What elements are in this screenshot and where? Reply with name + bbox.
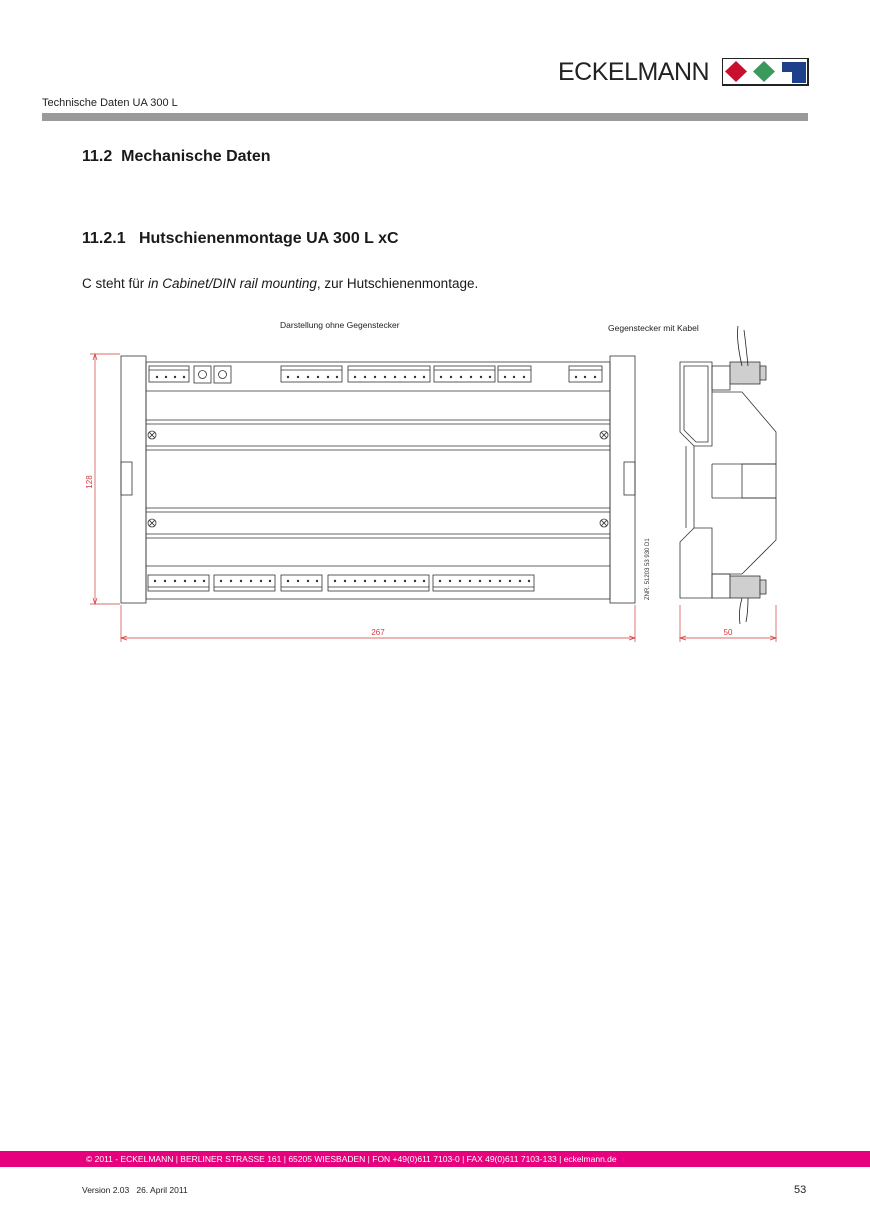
intro-text-post: , zur Hutschienenmontage.	[316, 276, 479, 291]
header-doc-title: Technische Daten UA 300 L	[42, 97, 178, 109]
section-heading: 11.2 Mechanische Daten	[82, 148, 271, 165]
logo-red-diamond	[725, 61, 747, 82]
mechanical-drawing	[0, 300, 870, 650]
top-connectors	[149, 366, 602, 382]
header-rule	[42, 113, 808, 121]
front-view	[121, 356, 635, 603]
label-front-view: Darstellung ohne Gegenstecker	[280, 320, 400, 330]
dim-height-label: 128	[85, 475, 94, 489]
brand-logo-text: ECKELMANN	[558, 58, 710, 86]
dim-depth-label: 50	[723, 628, 733, 637]
connector-pins	[154, 376, 596, 582]
footer-copyright: © 2011 - ECKELMANN | BERLINER STRASSE 161 | 65205 WIESBADEN | FON +49(0)611 7103-0 | FAX 49(0)611 7103-133 | eckelmann.de	[86, 1154, 617, 1164]
logo-green-diamond	[753, 61, 775, 82]
screw-icon	[148, 431, 608, 527]
label-side-view: Gegenstecker mit Kabel	[608, 323, 699, 333]
footer-version: Version 2.03 26. April 2011	[82, 1185, 188, 1195]
page-number: 53	[794, 1184, 807, 1196]
intro-paragraph	[82, 276, 478, 291]
side-view	[680, 326, 776, 624]
intro-text-pre: C steht für	[82, 276, 149, 291]
drawing-number: ZNR. 51203 53 930 D1	[645, 538, 651, 600]
brand-logo-icon	[722, 58, 810, 86]
intro-text-emphasis: in Cabinet/DIN rail mounting	[148, 276, 317, 291]
logo-blue-square	[782, 62, 806, 83]
bottom-connectors	[148, 575, 534, 591]
dim-width-label: 267	[371, 628, 385, 637]
subsection-heading: 11.2.1 Hutschienenmontage UA 300 L xC	[82, 230, 399, 247]
